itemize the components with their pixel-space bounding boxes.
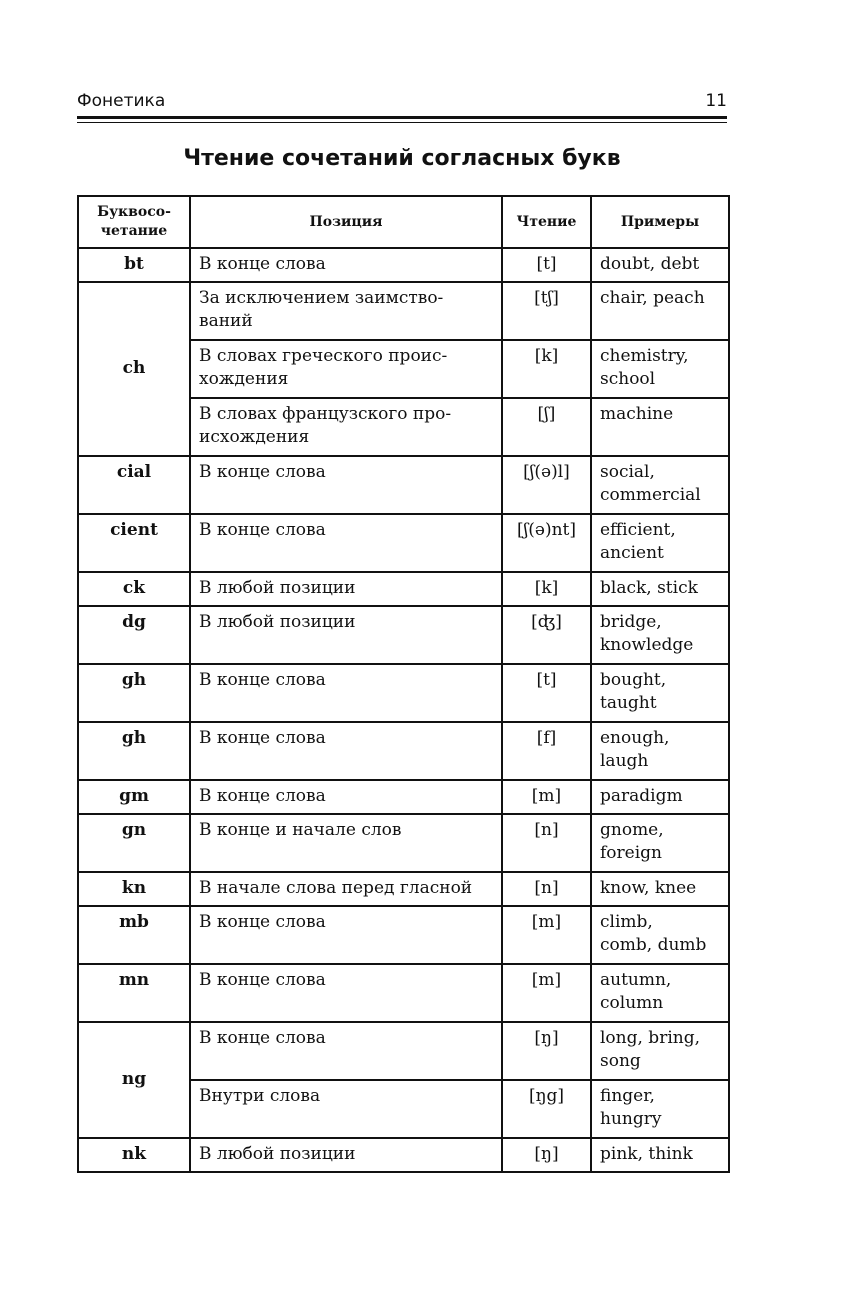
position-cell: В любой позиции (190, 606, 502, 664)
reading-cell: [ʃ(ə)l] (502, 456, 591, 514)
reading-cell: [t] (502, 664, 591, 722)
table-row (78, 282, 729, 340)
letter-combination-cell: gh (78, 664, 190, 722)
examples-cell: know, knee (591, 872, 729, 906)
reading-cell: [ʤ] (502, 606, 591, 664)
position-cell: В конце слова (190, 906, 502, 964)
reading-cell: [ʃ(ə)nt] (502, 514, 591, 572)
table-row (78, 606, 729, 664)
reading-cell: [n] (502, 872, 591, 906)
table-row (78, 1022, 729, 1080)
examples-cell: doubt, debt (591, 248, 729, 282)
table-row (78, 872, 729, 906)
position-cell: В конце слова (190, 1022, 502, 1080)
position-cell: В любой позиции (190, 1138, 502, 1172)
page-title: Чтение сочетаний согласных букв (183, 146, 621, 171)
section-title: Фонетика (77, 91, 166, 111)
position-cell: В любой позиции (190, 572, 502, 606)
position-cell: В конце слова (190, 664, 502, 722)
reading-cell: [f] (502, 722, 591, 780)
position-cell: В начале слова перед гласной (190, 872, 502, 906)
letter-combination-cell: gm (78, 780, 190, 814)
position-cell: В словах греческого проис- хождения (190, 340, 502, 398)
position-cell: В конце слова (190, 722, 502, 780)
column-header-combo: Буквосо- четание (78, 196, 190, 248)
letter-combination-cell: ng (78, 1022, 190, 1138)
letter-combination-cell: gh (78, 722, 190, 780)
reading-cell: [m] (502, 906, 591, 964)
table-row (78, 780, 729, 814)
examples-cell: gnome, foreign (591, 814, 729, 872)
table-row (78, 722, 729, 780)
letter-combination-cell: gn (78, 814, 190, 872)
position-cell: В словах французского про- исхождения (190, 398, 502, 456)
examples-cell: bought, taught (591, 664, 729, 722)
table-row (78, 964, 729, 1022)
table-row (78, 664, 729, 722)
position-cell: В конце слова (190, 248, 502, 282)
reading-cell: [ʃ] (502, 398, 591, 456)
reading-cell: [k] (502, 572, 591, 606)
examples-cell: autumn, column (591, 964, 729, 1022)
reading-cell: [ŋ] (502, 1138, 591, 1172)
table-row (78, 514, 729, 572)
examples-cell: chemistry, school (591, 340, 729, 398)
examples-cell: finger, hungry (591, 1080, 729, 1138)
reading-cell: [m] (502, 780, 591, 814)
table-row (78, 248, 729, 282)
reading-cell: [k] (502, 340, 591, 398)
examples-cell: pink, think (591, 1138, 729, 1172)
letter-combination-cell: nk (78, 1138, 190, 1172)
header-rule-thick (77, 116, 727, 119)
examples-cell: climb, comb, dumb (591, 906, 729, 964)
position-cell: В конце слова (190, 964, 502, 1022)
reading-cell: [m] (502, 964, 591, 1022)
letter-combination-cell: kn (78, 872, 190, 906)
position-cell: В конце слова (190, 456, 502, 514)
table-row (78, 906, 729, 964)
examples-cell: enough, laugh (591, 722, 729, 780)
examples-cell: bridge, knowledge (591, 606, 729, 664)
examples-cell: efficient, ancient (591, 514, 729, 572)
header-rule-thin (77, 122, 727, 123)
column-header-position: Позиция (190, 196, 502, 248)
table-row (78, 456, 729, 514)
reading-cell: [tʃ] (502, 282, 591, 340)
examples-cell: black, stick (591, 572, 729, 606)
position-cell: В конце и начале слов (190, 814, 502, 872)
examples-cell: long, bring, song (591, 1022, 729, 1080)
position-cell: Внутри слова (190, 1080, 502, 1138)
examples-cell: machine (591, 398, 729, 456)
page-number: 11 (705, 91, 727, 111)
letter-combination-cell: mn (78, 964, 190, 1022)
table-row (78, 814, 729, 872)
letter-combination-cell: mb (78, 906, 190, 964)
position-cell: В конце слова (190, 780, 502, 814)
position-cell: За исключением заимство- ваний (190, 282, 502, 340)
examples-cell: chair, peach (591, 282, 729, 340)
table-row (78, 1138, 729, 1172)
reading-cell: [ŋ] (502, 1022, 591, 1080)
letter-combination-cell: ch (78, 282, 190, 456)
letter-combination-cell: cial (78, 456, 190, 514)
consonant-combinations-table (77, 195, 730, 1173)
letter-combination-cell: bt (78, 248, 190, 282)
column-header-reading: Чтение (502, 196, 591, 248)
reading-cell: [t] (502, 248, 591, 282)
examples-cell: paradigm (591, 780, 729, 814)
table-row (78, 572, 729, 606)
running-header (77, 88, 727, 114)
letter-combination-cell: dg (78, 606, 190, 664)
letter-combination-cell: cient (78, 514, 190, 572)
reading-cell: [n] (502, 814, 591, 872)
column-header-examples: Примеры (591, 196, 729, 248)
letter-combination-cell: ck (78, 572, 190, 606)
position-cell: В конце слова (190, 514, 502, 572)
examples-cell: social, commercial (591, 456, 729, 514)
table-header-row (78, 196, 729, 248)
reading-cell: [ŋg] (502, 1080, 591, 1138)
